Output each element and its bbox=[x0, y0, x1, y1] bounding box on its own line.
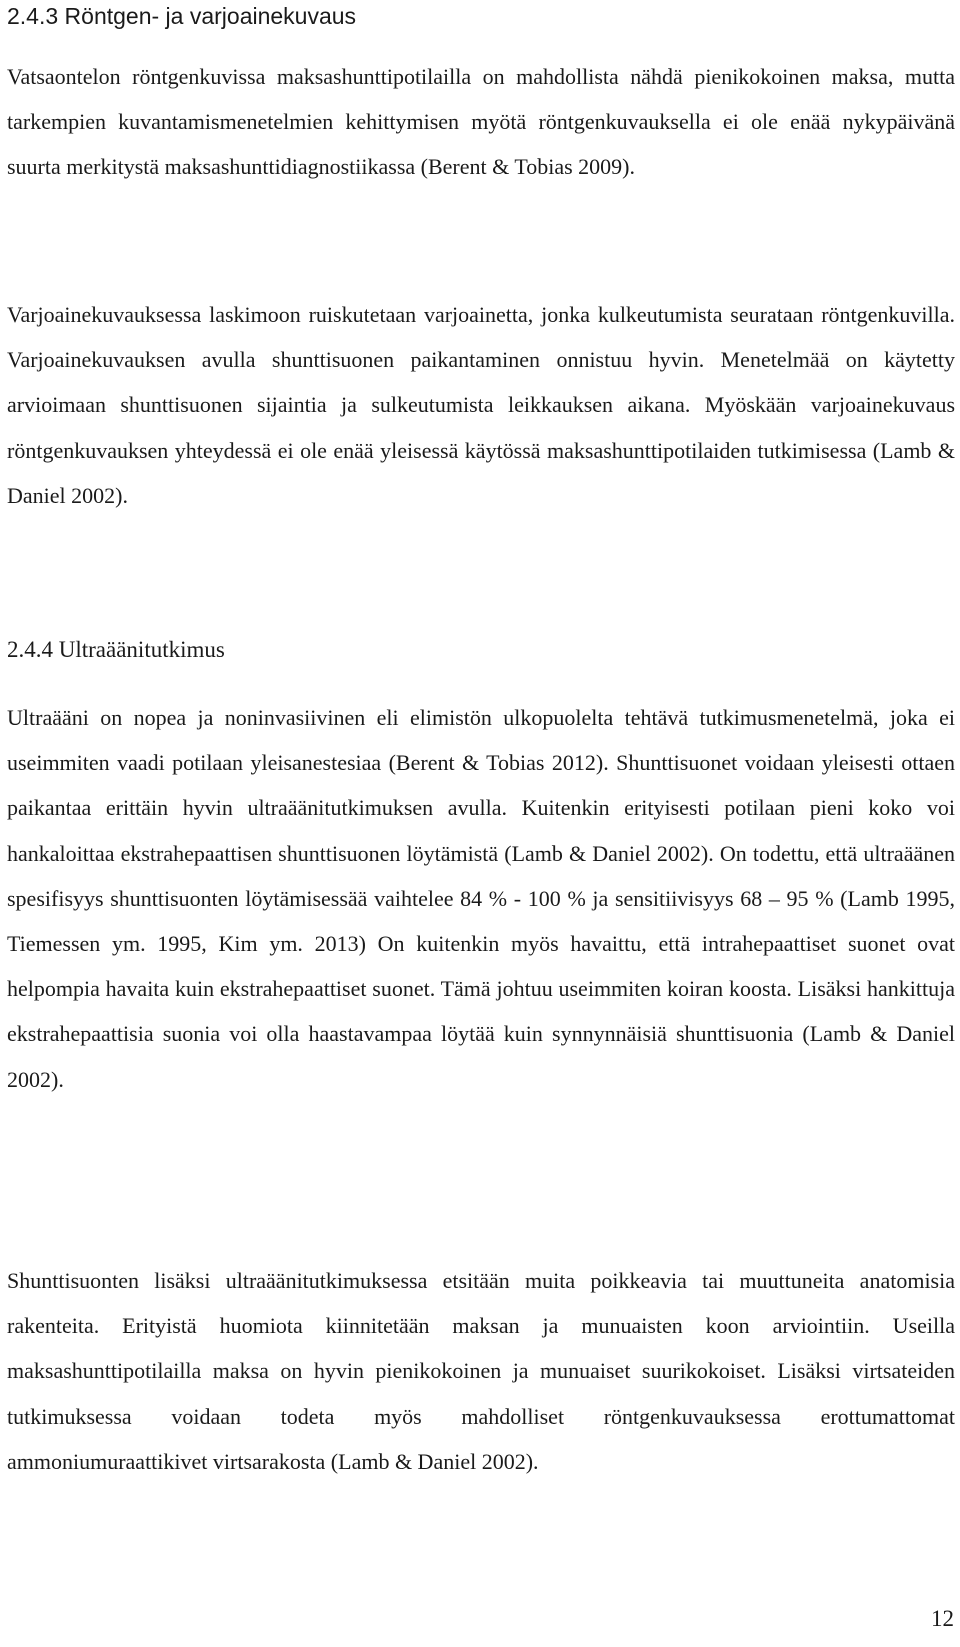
paragraph-ultrasound-anatomy: Shunttisuonten lisäksi ultraäänitutkimuksessa etsitään muita poikkeavia tai muuttuneita anatomisia rakenteita. Erityistä huomiota kiinnitetään maksan ja munuaisten koon arviointiin. Useilla maksashunttipotilailla maksa on hyvin pienikokoinen ja munuaiset suurikokoiset. Lisäksi virtsateiden tutkimuksessa voidaan todeta myös mahdolliset röntgenkuvauksessa erottumattomat ammoniumuraattikivet virtsarakosta (Lamb & Daniel 2002). bbox=[7, 1268, 955, 1474]
paragraph-xray-intro: Vatsaontelon röntgenkuvissa maksashunttipotilailla on mahdollista nähdä pienikokoinen maksa, mutta tarkempien kuvantamismenetelmien kehittymisen myötä röntgenkuvauksella ei ole enää nykypäivänä suurta merkitystä maksashunttidiagnostiikassa (Berent & Tobias 2009). bbox=[7, 64, 955, 180]
page-number: 12 bbox=[931, 1606, 954, 1631]
paragraph-contrast-imaging: Varjoainekuvauksessa laskimoon ruiskutetaan varjoainetta, jonka kulkeutumista seurataan röntgenkuvilla. Varjoainekuvauksen avulla shunttisuonen paikantaminen onnistuu hyvin. Menetelmää on käytetty arvioimaan shunttisuonen sijaintia ja sulkeutumista leikkauksen aikana. Myöskään varjoainekuvaus röntgenkuvauksen yhteydessä ei ole enää yleisessä käytössä maksashunttipotilaiden tutkimisessa (Lamb & Daniel 2002). bbox=[7, 302, 955, 508]
section-heading-2-4-3: 2.4.3 Röntgen- ja varjoainekuvaus bbox=[7, 3, 357, 29]
section-heading-2-4-4: 2.4.4 Ultraäänitutkimus bbox=[7, 637, 225, 662]
paragraph-ultrasound-intro: Ultraääni on nopea ja noninvasiivinen eli elimistön ulkopuolelta tehtävä tutkimusmenetelmä, joka ei useimmiten vaadi potilaan yleisanestesiaa (Berent & Tobias 2012). Shunttisuonet voidaan yleisesti ottaen paikantaa erittäin hyvin ultraäänitutkimuksen avulla. Kuitenkin erityisesti potilaan pieni koko voi hankaloittaa ekstrahepaattisen shunttisuonen löytämistä (Lamb & Daniel 2002). On todettu, että ultraäänen spesifisyys shunttisuonten löytämisessää vaihtelee 84 % - 100 % ja sensitiivisyys 68 – 95 % (Lamb 1995, Tiemessen ym. 1995, Kim ym. 2013) On kuitenkin myös havaittu, että intrahepaattiset suonet ovat helpompia havaita kuin ekstrahepaattiset suonet. Tämä johtuu useimmiten koiran koosta. Lisäksi hankittuja ekstrahepaattisia suonia voi olla haastavampaa löytää kuin synnynnäisiä shunttisuonia (Lamb & Daniel 2002). bbox=[7, 705, 955, 1092]
